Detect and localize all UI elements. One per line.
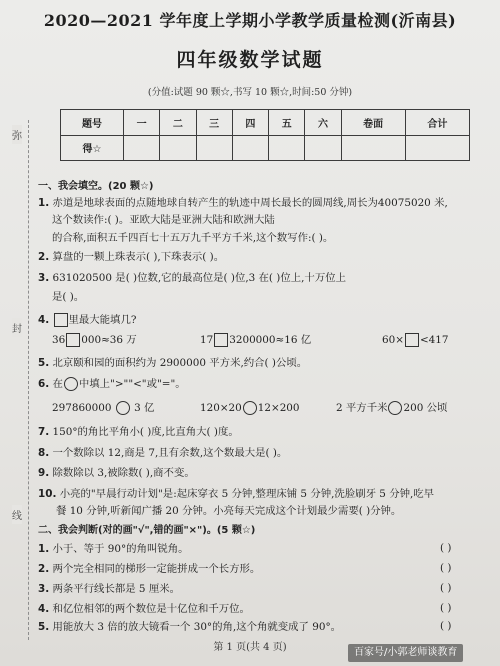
q4-c-right: <417 [419,334,449,346]
q4-b-right: 3200000≈16 亿 [229,334,312,346]
judge-answer-4[interactable]: ( ) [440,602,452,614]
q1-line2: 这个数读作:( )。亚欧大陆是亚洲大陆和欧洲大陆 [52,214,275,226]
q3-line1 [38,271,346,285]
q10-line2: 餐 10 分钟,听新闻广播 20 分钟。小亮每天完成这个计划最少需要( )分钟。 [56,505,402,517]
score-header-cell: 五 [269,110,305,136]
score-header-cell: 三 [196,110,232,136]
q4-expr-a [52,333,137,347]
score-cell[interactable] [269,135,305,161]
q4-text: 里最大能填几? [68,314,137,326]
q6-expr-b [200,401,300,415]
q6-b-left: 120×20 [200,402,242,414]
blank-box[interactable] [66,333,80,347]
q6-number: 6. [38,378,50,390]
judge-number: 1. [38,543,50,555]
score-header-cell: 题号 [61,110,124,136]
q4-expr-b [200,333,311,347]
q10-text-1: 小亮的"早晨行动计划"是:起床穿衣 5 分钟,整理床铺 5 分钟,洗脸刷牙 5 分钟,吃早 [59,488,435,500]
q6-c-right: 200 公顷 [403,402,448,414]
q1-line1 [38,196,448,210]
q6-line [38,377,186,391]
q8-number: 8. [38,447,50,459]
score-table-header-row [61,110,470,136]
score-header-cell: 六 [305,110,341,136]
q7-number: 7. [38,426,50,438]
score-table [60,109,470,161]
section1-title: 一、我会填空。(20 颗☆) [38,181,154,192]
judge-text: 两个完全相同的梯形一定能拼成一个长方形。 [52,563,261,575]
blank-box[interactable] [214,333,228,347]
judge-answer-2[interactable]: ( ) [440,562,452,574]
score-header-cell: 卷面 [341,110,405,136]
q3-text-1: 631020500 是( )位数,它的最高位是( )位,3 在( )位上,十万位上 [52,272,346,284]
judge-number: 5. [38,621,50,633]
q6-text-b: 中填上">""<"或"="。 [78,378,186,390]
q5-text: 北京颐和园的面积约为 2900000 平方米,约合( )公顷。 [52,357,308,369]
q6-a-left: 297860000 [52,402,112,414]
q1-line3: 的合称,面积五千四百七十五万九千平方千米,这个数写作:( )。 [52,232,334,244]
q1-number: 1. [38,197,50,209]
q9-number: 9. [38,467,50,479]
q4-b-left: 17 [200,334,214,346]
q7-text: 150°的角比平角小( )度,比直角大( )度。 [52,426,239,438]
page-number: 第 1 页(共 4 页) [213,642,287,653]
exam-header-title: 2020—2021 学年度上学期小学教学质量检测(沂南县) [43,11,457,30]
score-cell[interactable] [341,135,405,161]
judge-text: 和亿位相邻的两个数位是十亿位和千万位。 [52,603,250,615]
q5-number: 5. [38,357,50,369]
score-cell[interactable] [160,135,196,161]
q10-number: 10. [38,488,57,500]
q5-line [38,356,307,370]
judge-answer-3[interactable]: ( ) [440,582,452,594]
blank-box[interactable] [54,313,68,327]
q6-expr-a [52,401,154,415]
score-cell[interactable] [232,135,268,161]
score-row-label: 得☆ [61,135,124,161]
q4-expr-c [382,333,448,347]
score-cell[interactable] [196,135,232,161]
circle-blank[interactable] [388,401,402,415]
q6-expr-c [336,401,447,415]
q4-c-left: 60× [382,334,404,346]
margin-char-2: 封 [12,318,22,337]
judge-item-5 [38,620,341,634]
q1-text-1: 赤道是地球表面的点随地球自转产生的轨迹中周长最长的圆周线,周长为40075020 米, [52,197,448,209]
judge-answer-5[interactable]: ( ) [440,620,452,632]
score-cell[interactable] [124,135,160,161]
q6-b-right: 12×200 [257,402,300,414]
judge-item-4 [38,602,250,616]
score-header-cell: 合计 [405,110,469,136]
q6-a-right: 3 亿 [134,402,155,414]
circle-blank[interactable] [64,377,78,391]
circle-blank[interactable] [116,401,130,415]
judge-item-2 [38,562,260,576]
seal-line [28,120,29,640]
blank-box[interactable] [405,333,419,347]
q2-text: 算盘的一颗上珠表示( ),下珠表示( )。 [52,251,225,263]
margin-char-3: 线 [12,505,22,524]
margin-char-1: 弥 [12,125,22,144]
q4-number: 4. [38,314,50,326]
score-cell[interactable] [305,135,341,161]
judge-item-1 [38,542,189,556]
judge-number: 3. [38,583,50,595]
score-header-cell: 四 [232,110,268,136]
judge-text: 用能放大 3 倍的放大镜看一个 30°的角,这个角就变成了 90°。 [52,621,342,633]
q9-text: 除数除以 3,被除数( ),商不变。 [52,467,195,479]
score-header-cell: 一 [124,110,160,136]
circle-blank[interactable] [243,401,257,415]
q4-a-right: 000≈36 万 [81,334,137,346]
q10-line1 [38,487,434,501]
section2-title: 二、我会判断(对的画"√",错的画"×")。(5 颗☆) [38,525,256,536]
judge-item-3 [38,582,180,596]
q2-line [38,250,224,264]
judge-answer-1[interactable]: ( ) [440,542,452,554]
judge-number: 2. [38,563,50,575]
q9-line [38,466,195,480]
score-table-row [61,135,470,161]
score-header-cell: 二 [160,110,196,136]
exam-subtitle: (分值:试题 90 颗☆,书写 10 颗☆,时间:50 分钟) [147,87,353,98]
q4-line [38,313,136,327]
q6-text-a: 在 [52,378,63,390]
q2-number: 2. [38,251,50,263]
judge-text: 小于、等于 90°的角叫锐角。 [52,543,189,555]
judge-number: 4. [38,603,50,615]
q7-line [38,425,239,439]
score-cell[interactable] [405,135,469,161]
q8-text: 一个数除以 12,商是 7,且有余数,这个数最大是( )。 [52,447,288,459]
q6-c-left: 2 平方千米 [336,402,388,414]
judge-text: 两条平行线长都是 5 厘米。 [52,583,181,595]
q4-a-left: 36 [52,334,66,346]
q3-line2: 是( )。 [52,291,85,303]
q3-number: 3. [38,272,50,284]
watermark: 百家号/小郭老师谈教育 [348,644,463,662]
exam-title: 四年级数学试题 [176,49,324,71]
q8-line [38,446,287,460]
